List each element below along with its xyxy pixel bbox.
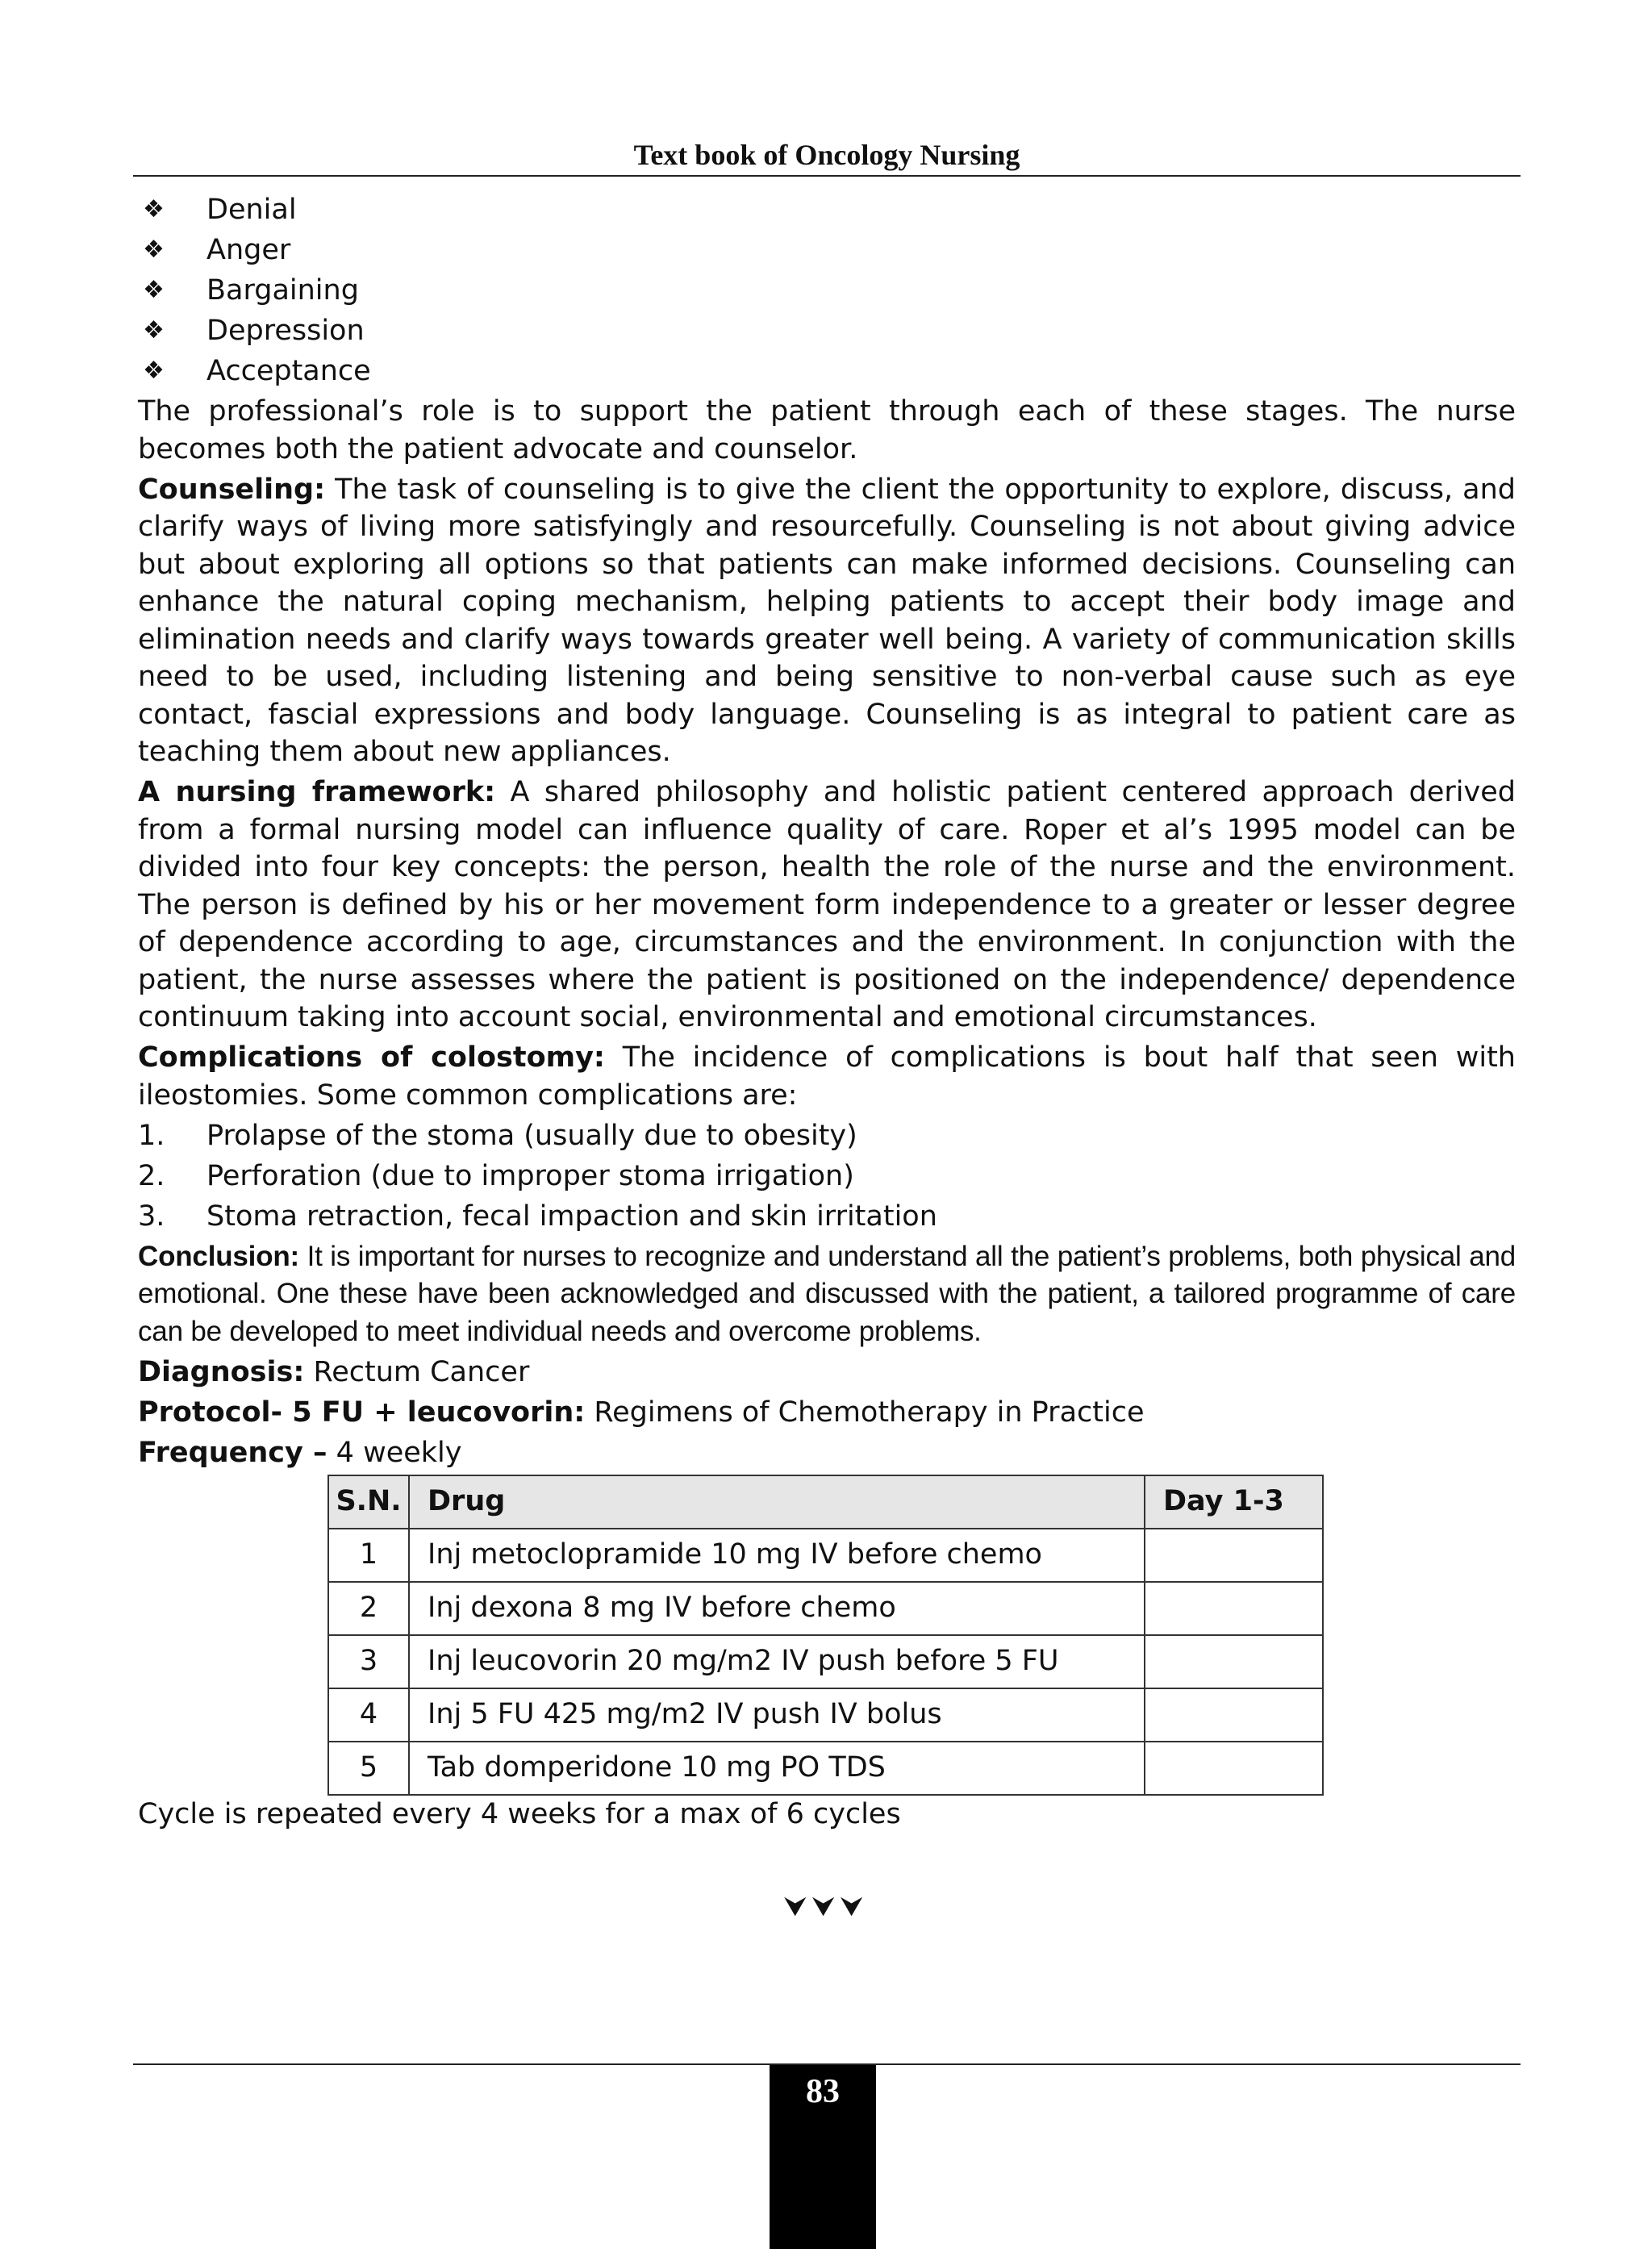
framework-term: A nursing framework: bbox=[138, 776, 496, 808]
diamond-bullet-icon: ❖ bbox=[143, 316, 165, 344]
cell-drug: Tab domperidone 10 mg PO TDS bbox=[409, 1742, 1145, 1795]
end-of-chapter-arrow-icon: ⮟⮟⮟ bbox=[783, 1891, 869, 1923]
cell-day bbox=[1145, 1688, 1323, 1742]
page-content bbox=[138, 191, 1516, 1836]
table-row bbox=[328, 1529, 1323, 1582]
page-number: 83 bbox=[806, 2073, 840, 2110]
cell-sn: 1 bbox=[328, 1529, 409, 1582]
protocol-line: Protocol- 5 FU + leucovorin: Regimens of Chemotherapy in Practice bbox=[138, 1396, 1145, 1429]
conclusion-paragraph: Conclusion: It is important for nurses to recognize and understand all the patient’s problems, both physical and emotional. One these have been acknowledged and discussed with the patient, a tailored programme of care can be developed to meet individual needs and overcome problems. bbox=[138, 1240, 1516, 1347]
column-header-drug: Drug bbox=[409, 1475, 1145, 1529]
cycle-note: Cycle is repeated every 4 weeks for a max of 6 cycles bbox=[138, 1797, 901, 1830]
role-paragraph: The professional’s role is to support the patient through each of these stages. The nurse becomes both the patient advocate and counselor. bbox=[138, 395, 1516, 465]
header-rule bbox=[133, 175, 1521, 177]
cell-drug: Inj dexona 8 mg IV before chemo bbox=[409, 1582, 1145, 1635]
diamond-bullet-icon: ❖ bbox=[143, 276, 165, 304]
chemo-protocol-table bbox=[327, 1475, 1324, 1796]
complications-paragraph: Complications of colostomy: The incidence of complications is bout half that seen with ileostomies. Some common complications are: bbox=[138, 1041, 1516, 1112]
diamond-bullet-icon: ❖ bbox=[143, 357, 165, 385]
complications-list bbox=[138, 1117, 1516, 1236]
cell-sn: 3 bbox=[328, 1635, 409, 1688]
cell-day bbox=[1145, 1529, 1323, 1582]
cell-day bbox=[1145, 1582, 1323, 1635]
cell-drug: Inj leucovorin 20 mg/m2 IV push before 5 FU bbox=[409, 1635, 1145, 1688]
table-row bbox=[328, 1688, 1323, 1742]
column-header-day: Day 1-3 bbox=[1145, 1475, 1323, 1529]
cell-sn: 2 bbox=[328, 1582, 409, 1635]
counseling-paragraph: Counseling: The task of counseling is to give the client the opportunity to explore, discuss, and clarify ways of living more satisfyingly and resourcefully. Counseling is not about giving advice but about exploring all options so that patients can make informed decisions. Counseling can enhance the natural coping mechanism, helping patients to accept their body image and elimination needs and clarify ways towards greater well being. A variety of communication skills need to be used, including listening and being sensitive to non-verbal cause such as eye contact, fascial expressions and body language. Counseling is as integral to patient care as teaching them about new appliances. bbox=[138, 473, 1516, 768]
cell-sn: 4 bbox=[328, 1688, 409, 1742]
grief-stages-list bbox=[138, 191, 1516, 390]
complications-term: Complications of colostomy: bbox=[138, 1041, 605, 1074]
list-item: ❖ Bargaining bbox=[138, 272, 1516, 310]
cell-drug: Inj 5 FU 425 mg/m2 IV push IV bolus bbox=[409, 1688, 1145, 1742]
list-item: ❖ Acceptance bbox=[138, 353, 1516, 390]
list-item: ❖ Depression bbox=[138, 312, 1516, 350]
list-item: 2. Perforation (due to improper stoma irrigation) bbox=[138, 1159, 854, 1192]
framework-paragraph: A nursing framework: A shared philosophy and holistic patient centered approach derived from a formal nursing model can influence quality of care. Roper et al’s 1995 model can be divided into four key concepts: the person, health the role of the nurse and the environment. The person is defined by his or her movement form independence to a greater or lesser degree of dependence according to age, circumstances and the environment. In conjunction with the patient, the nurse assesses where the patient is positioned on the independence/ dependence continuum taking into account social, environmental and emotional circumstances. bbox=[138, 776, 1516, 1033]
list-item: ❖ Denial bbox=[138, 191, 1516, 229]
cell-sn: 5 bbox=[328, 1742, 409, 1795]
diagnosis-line: Diagnosis: Rectum Cancer bbox=[138, 1355, 530, 1388]
list-item: 1. Prolapse of the stoma (usually due to obesity) bbox=[138, 1119, 857, 1152]
table-row bbox=[328, 1635, 1323, 1688]
cell-drug: Inj metoclopramide 10 mg IV before chemo bbox=[409, 1529, 1145, 1582]
frequency-line: Frequency – 4 weekly bbox=[138, 1436, 462, 1469]
table-row bbox=[328, 1742, 1323, 1795]
cell-day bbox=[1145, 1742, 1323, 1795]
column-header-sn: S.N. bbox=[328, 1475, 409, 1529]
table-header-row bbox=[328, 1475, 1323, 1529]
table-row bbox=[328, 1582, 1323, 1635]
conclusion-term: Conclusion: bbox=[138, 1240, 300, 1272]
counseling-term: Counseling: bbox=[138, 473, 326, 506]
list-item: ❖ Anger bbox=[138, 232, 1516, 269]
diamond-bullet-icon: ❖ bbox=[143, 195, 165, 223]
list-item: 3. Stoma retraction, fecal impaction and skin irritation bbox=[138, 1200, 937, 1233]
diamond-bullet-icon: ❖ bbox=[143, 236, 165, 264]
cell-day bbox=[1145, 1635, 1323, 1688]
running-header: Text book of Oncology Nursing bbox=[633, 139, 1020, 171]
